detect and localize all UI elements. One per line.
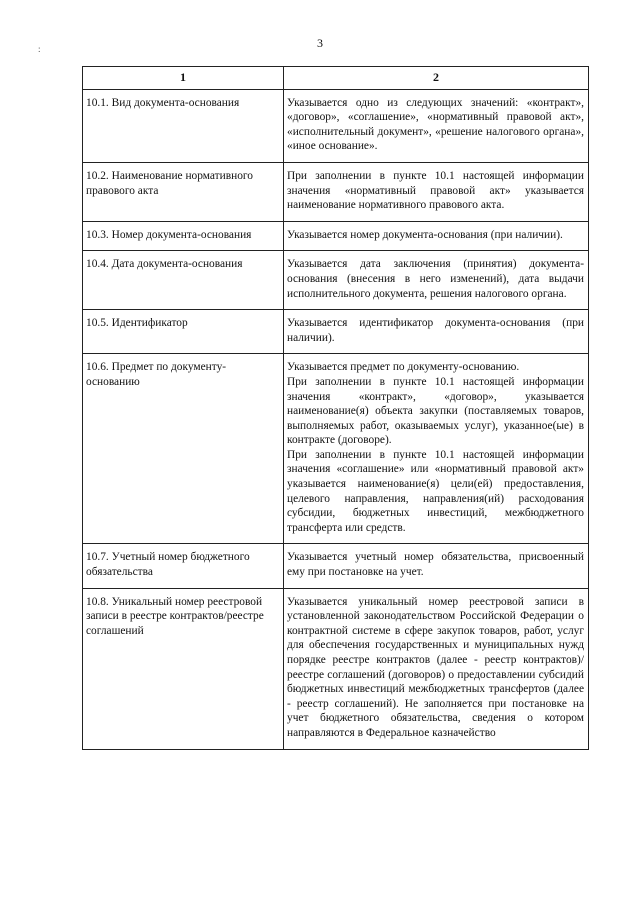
field-name: 10.8. Уникальный номер реестровой записи в реестре контрактов/реестре соглашений — [83, 588, 284, 749]
description-paragraph: Указывается учетный номер обязательства, присвоенный ему при постановке на учет. — [287, 551, 584, 579]
field-name: 10.4. Дата документа-основания — [83, 251, 284, 310]
field-name: 10.6. Предмет по документу-основанию — [83, 354, 284, 544]
field-description — [284, 544, 589, 588]
description-paragraph: Указывается идентификатор документа-основания (при наличии). — [287, 317, 584, 344]
table-row — [83, 89, 589, 162]
description-paragraph: При заполнении в пункте 10.1 настоящей информации значения «нормативный правовой акт» указывается наименование нормативного правового акта. — [287, 169, 584, 212]
table-row — [83, 162, 589, 221]
field-name: 10.2. Наименование нормативного правового акта — [83, 162, 284, 221]
field-description — [284, 354, 589, 544]
table-row — [83, 354, 589, 544]
document-table — [82, 66, 589, 750]
description-paragraph: Указывается предмет по документу-основанию. — [287, 361, 520, 374]
table-row — [83, 588, 589, 749]
field-description — [284, 221, 589, 251]
field-description — [284, 89, 589, 162]
description-paragraph: При заполнении в пункте 10.1 настоящей информации значения «соглашение» или «нормативный правовой акт» указывается наименование(я) цели(ей) предоставления, целевого направления, направления(ий) расходования субсидии, бюджетных инвестиций, межбюджетного трансферта или средств. — [287, 448, 584, 534]
table-row — [83, 221, 589, 251]
field-name: 10.5. Идентификатор — [83, 310, 284, 354]
stray-mark: : — [38, 44, 41, 54]
field-description — [284, 588, 589, 749]
table-row — [83, 251, 589, 310]
field-description — [284, 310, 589, 354]
page-number: 3 — [317, 36, 323, 50]
description-paragraph: Указывается одно из следующих значений: «контракт», «договор», «соглашение», «нормативный правовой акт», «исполнительный документ», «решение налогового органа», «иное основание». — [287, 96, 584, 153]
header-col-1: 1 — [83, 67, 284, 90]
description-paragraph: Указывается уникальный номер реестровой записи в установленной законодательством Российской Федерации о контрактной системе в сфере закупок товаров, работ, услуг для обеспечения государственных и муниципальных нужд порядке реестре контрактов (далее - реестр контрактов)/реестре соглашений (договоров) о предоставлении субсидий бюджетных инвестиций межбюджетных трансфертов (далее - реестр соглашений). Не заполняется при постановке на учет бюджетного обязательства, сведения о котором направляются в Федеральное казначейство — [287, 595, 584, 739]
table-header-row — [83, 67, 589, 90]
field-description — [284, 162, 589, 221]
description-paragraph: Указывается номер документа-основания (при наличии). — [287, 228, 563, 241]
field-name: 10.7. Учетный номер бюджетного обязательства — [83, 544, 284, 588]
description-paragraph: Указывается дата заключения (принятия) документа-основания (внесения в него изменений), дата выдачи исполнительного документа, решения налогового органа. — [287, 258, 584, 300]
field-description — [284, 251, 589, 310]
table-row — [83, 310, 589, 354]
field-name: 10.3. Номер документа-основания — [83, 221, 284, 251]
table-row — [83, 544, 589, 588]
description-paragraph: При заполнении в пункте 10.1 настоящей информации значения «контракт», «договор», указывается наименование(я) объекта закупки (поставляемых товаров, выполняемых работ, оказываемых услуг), указанное(ые) в контракте (договоре). — [287, 375, 584, 447]
header-col-2: 2 — [284, 67, 589, 90]
field-name: 10.1. Вид документа-основания — [83, 89, 284, 162]
